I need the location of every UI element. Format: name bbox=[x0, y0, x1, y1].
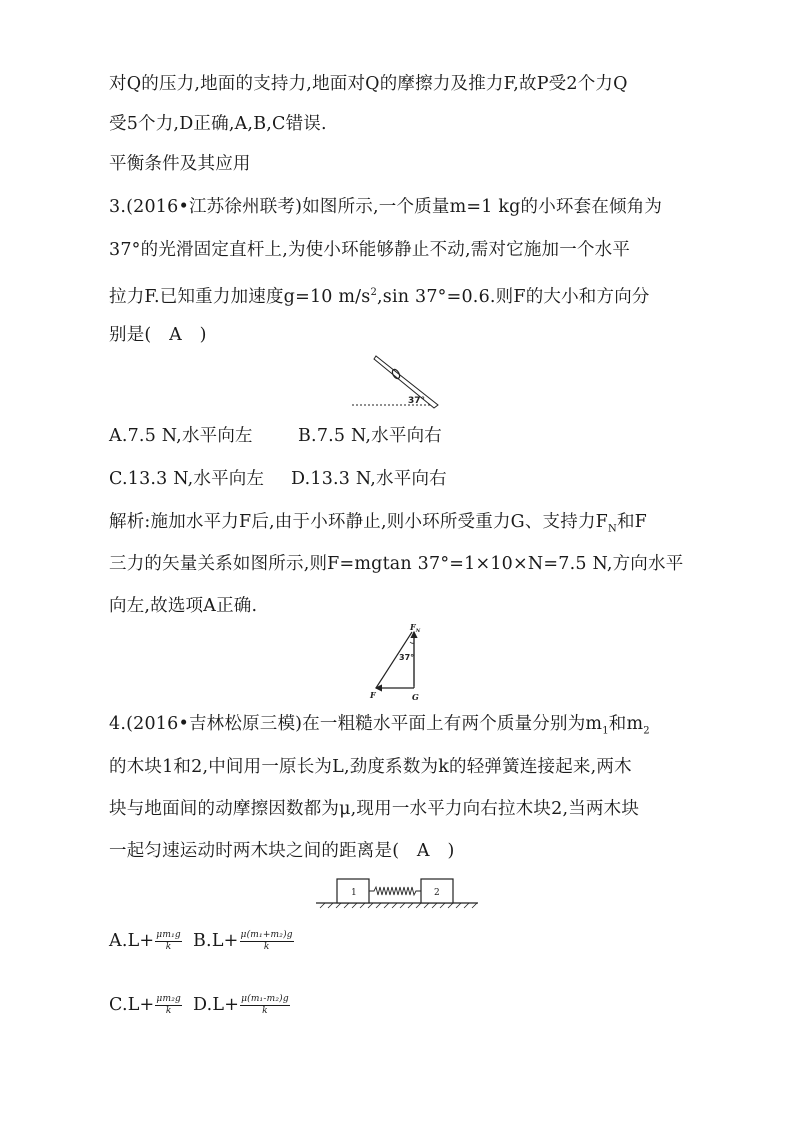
analysis-line: 三力的矢量关系如图所示,则F=mgtan 37°=1×10×N=7.5 N,方向水平 bbox=[109, 554, 684, 574]
option-c: C.13.3 N,水平向左 bbox=[109, 469, 265, 489]
option-a: A.L+ $\frac{\text{μm₁g}}{k}$ bbox=[109, 930, 181, 952]
blocks-spring-figure bbox=[314, 874, 480, 910]
q4-stem-line: 一起匀速运动时两木块之间的距离是( A ) bbox=[109, 841, 455, 861]
option-a: A.7.5 N,水平向左 bbox=[109, 426, 253, 446]
q4-stem-line: 的木块1和2,中间用一原长为L,劲度系数为k的轻弹簧连接起来,两木 bbox=[109, 757, 632, 777]
angle-arc bbox=[410, 642, 414, 643]
fraction: $\frac{\text{μm₁g}}{k}$ bbox=[156, 930, 181, 952]
angle-label: 37° bbox=[399, 653, 415, 662]
q3-stem-line: 别是( A ) bbox=[109, 325, 207, 345]
inclined-rod bbox=[374, 356, 438, 408]
option-d: D.13.3 N,水平向右 bbox=[291, 469, 447, 489]
force-triangle-figure bbox=[366, 622, 432, 704]
text-line: 受5个力,D正确,A,B,C错误. bbox=[109, 114, 327, 134]
q4-stem-line: 块与地面间的动摩擦因数都为μ,现用一水平力向右拉木块2,当两木块 bbox=[109, 799, 640, 819]
option-d: D.L+ $\frac{\text{μ(m₁-m₂)g}}{k}$ bbox=[193, 994, 289, 1016]
text-line: 对Q的压力,地面的支持力,地面对Q的摩擦力及推力F,故P受2个力Q bbox=[109, 74, 628, 94]
block-2-label: 2 bbox=[434, 888, 440, 898]
q3-stem-line: 3.(2016•江苏徐州联考)如图所示,一个质量m=1 kg的小环套在倾角为 bbox=[109, 197, 663, 217]
q4-options-row bbox=[109, 929, 294, 953]
ground-hatching bbox=[320, 903, 477, 908]
q4-stem-line: 4.(2016•吉林松原三模)在一粗糙水平面上有两个质量分别为$m_1$和$m_2$ bbox=[109, 714, 650, 737]
analysis-line: 解析:施加水平力F后,由于小环静止,则小环所受重力G、支持力$F_N$和F bbox=[109, 512, 647, 535]
q3-options-row bbox=[109, 424, 442, 448]
section-title: 平衡条件及其应用 bbox=[109, 154, 251, 174]
q3-stem-line: 拉力F.已知重力加速度g=10 $m/s^2,\sin$ 37°=0.6.则F的大小和方向分 bbox=[109, 286, 650, 307]
block-1-label: 1 bbox=[351, 888, 357, 898]
q3-stem-line: 37°的光滑固定直杆上,为使小环能够静止不动,需对它施加一个水平 bbox=[109, 240, 631, 260]
option-c: C.L+ $\frac{\text{μm₂g}}{k}$ bbox=[109, 994, 181, 1016]
fraction: $\frac{\text{μ(m₁-m₂)g}}{k}$ bbox=[241, 994, 289, 1016]
fraction: $\frac{\text{μ(m₁+m₂)g}}{k}$ bbox=[240, 930, 293, 952]
angle-label: 37° bbox=[408, 396, 426, 406]
analysis-line: 向左,故选项A正确. bbox=[109, 596, 258, 616]
option-b: B.7.5 N,水平向右 bbox=[298, 426, 442, 446]
incline-rod-figure bbox=[350, 352, 445, 410]
f-label: F bbox=[370, 690, 376, 700]
fn-label: $F_N$ bbox=[410, 622, 421, 634]
option-b: B.L+ $\frac{\text{μ(m₁+m₂)g}}{k}$ bbox=[193, 930, 293, 952]
g-label: G bbox=[412, 692, 419, 702]
q3-options-row bbox=[109, 467, 447, 491]
q4-options-row bbox=[109, 993, 290, 1017]
fraction: $\frac{\text{μm₂g}}{k}$ bbox=[156, 994, 181, 1016]
spring bbox=[369, 887, 421, 895]
